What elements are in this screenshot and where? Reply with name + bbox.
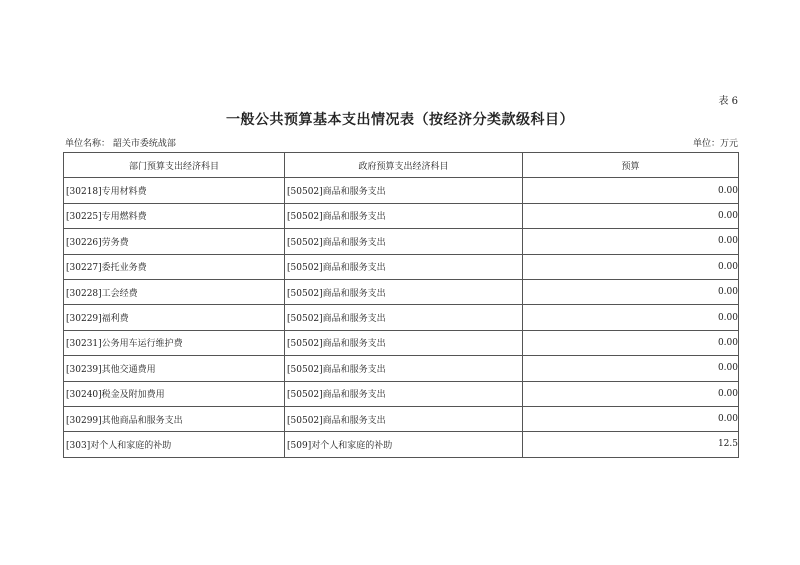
dept-item-cell: [303]对个人和家庭的补助 xyxy=(64,432,285,457)
gov-item-cell: [50502]商品和服务支出 xyxy=(285,178,523,203)
table-row xyxy=(64,229,739,254)
amount-cell: 0.00 xyxy=(523,203,739,228)
dept-item-cell: [30218]专用材料费 xyxy=(64,178,285,203)
currency-unit: 单位：万元 xyxy=(692,139,738,149)
dept-item-cell: [30228]工会经费 xyxy=(64,279,285,304)
dept-item-cell: [30229]福利费 xyxy=(64,305,285,330)
dept-item-cell: [30231]公务用车运行维护费 xyxy=(64,330,285,355)
gov-item-cell: [50502]商品和服务支出 xyxy=(285,356,523,381)
dept-item-cell: [30227]委托业务费 xyxy=(64,254,285,279)
amount-cell: 0.00 xyxy=(523,254,739,279)
dept-item-cell: [30299]其他商品和服务支出 xyxy=(64,406,285,431)
gov-item-cell: [50502]商品和服务支出 xyxy=(285,381,523,406)
column-header-dept-item: 部门预算支出经济科目 xyxy=(64,153,285,178)
amount-cell: 0.00 xyxy=(523,406,739,431)
amount-cell: 12.5 xyxy=(523,432,739,457)
page-title: 一般公共预算基本支出情况表（按经济分类款级科目） xyxy=(226,112,574,128)
budget-table xyxy=(63,152,739,458)
amount-cell: 0.00 xyxy=(523,356,739,381)
gov-item-cell: [50502]商品和服务支出 xyxy=(285,203,523,228)
table-row xyxy=(64,330,739,355)
amount-cell: 0.00 xyxy=(523,178,739,203)
gov-item-cell: [509]对个人和家庭的补助 xyxy=(285,432,523,457)
gov-item-cell: [50502]商品和服务支出 xyxy=(285,305,523,330)
dept-item-cell: [30226]劳务费 xyxy=(64,229,285,254)
table-number: 表 6 xyxy=(718,96,738,107)
gov-item-cell: [50502]商品和服务支出 xyxy=(285,254,523,279)
amount-cell: 0.00 xyxy=(523,305,739,330)
table-row xyxy=(64,203,739,228)
table-row xyxy=(64,254,739,279)
column-header-budget: 预算 xyxy=(523,153,739,178)
table-row xyxy=(64,356,739,381)
table-row xyxy=(64,406,739,431)
amount-cell: 0.00 xyxy=(523,381,739,406)
table-row xyxy=(64,305,739,330)
table-row xyxy=(64,279,739,304)
dept-item-cell: [30240]税金及附加费用 xyxy=(64,381,285,406)
unit-name: 单位名称： 韶关市委统战部 xyxy=(65,139,176,149)
amount-cell: 0.00 xyxy=(523,279,739,304)
amount-cell: 0.00 xyxy=(523,229,739,254)
gov-item-cell: [50502]商品和服务支出 xyxy=(285,229,523,254)
dept-item-cell: [30239]其他交通费用 xyxy=(64,356,285,381)
gov-item-cell: [50502]商品和服务支出 xyxy=(285,406,523,431)
table-header-row xyxy=(64,153,739,178)
table-row xyxy=(64,432,739,457)
amount-cell: 0.00 xyxy=(523,330,739,355)
table-row xyxy=(64,178,739,203)
column-header-gov-item: 政府预算支出经济科目 xyxy=(285,153,523,178)
gov-item-cell: [50502]商品和服务支出 xyxy=(285,279,523,304)
table-row xyxy=(64,381,739,406)
gov-item-cell: [50502]商品和服务支出 xyxy=(285,330,523,355)
dept-item-cell: [30225]专用燃料费 xyxy=(64,203,285,228)
